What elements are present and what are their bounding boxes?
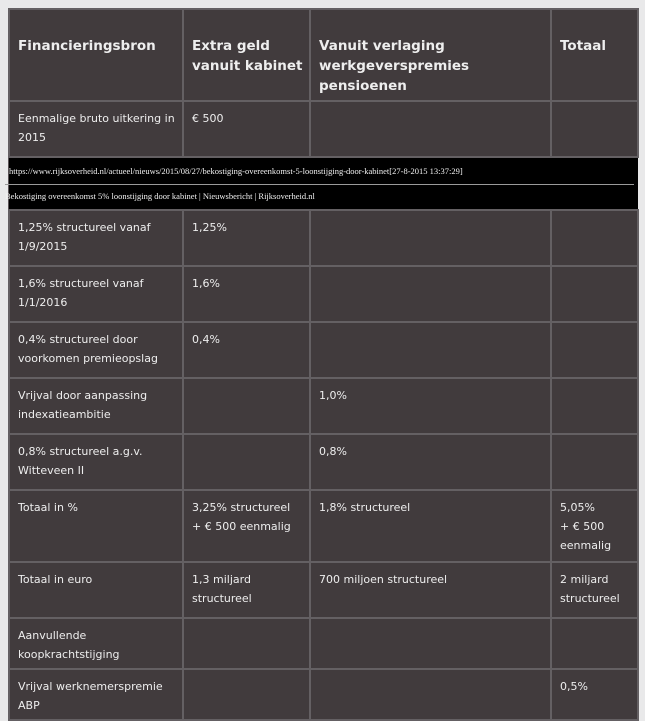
cell-kabinet <box>183 618 310 669</box>
table-row <box>9 101 638 157</box>
cell-kabinet <box>183 434 310 490</box>
header-totaal: Totaal <box>551 9 638 101</box>
header-financieringsbron: Financieringsbron <box>9 9 183 101</box>
cell-totaal: 5,05% + € 500 eenmalig <box>551 490 638 562</box>
cell-pensioen: 1,0% <box>310 378 551 434</box>
table-row <box>9 618 638 669</box>
table-row <box>9 490 638 562</box>
cell-totaal <box>551 322 638 378</box>
cell-kabinet <box>183 669 310 720</box>
table-row <box>9 562 638 618</box>
table-row <box>9 434 638 490</box>
cell-pensioen <box>310 101 551 157</box>
cell-bron: Eenmalige bruto uitkering in 2015 <box>9 101 183 157</box>
document-page <box>5 8 637 712</box>
cell-kabinet: € 500 <box>183 101 310 157</box>
print-title-line: Bekostiging overeenkomst 5% loonstijging door kabinet | Nieuwsbericht | Rijksoverheid.nl <box>5 184 634 209</box>
cell-bron: Aanvullende koopkrachtstijging <box>9 618 183 669</box>
browser-print-overlay <box>9 157 638 210</box>
cell-bron: 0,8% structureel a.g.v. Witteveen II <box>9 434 183 490</box>
cell-totaal <box>551 266 638 322</box>
table-row <box>9 669 638 720</box>
cell-totaal: 0,5% <box>551 669 638 720</box>
cell-totaal <box>551 210 638 266</box>
cell-pensioen: 0,8% <box>310 434 551 490</box>
print-url-line: https://www.rijksoverheid.nl/actueel/nieuws/2015/08/27/bekostiging-overeenkomst-5-loonstijging-door-kabinet[27-8-2015 13:37:29] <box>9 166 463 176</box>
table-row <box>9 210 638 266</box>
table-header-row <box>9 9 638 101</box>
cell-pensioen <box>310 669 551 720</box>
cell-bron: 0,4% structureel door voorkomen premieopslag <box>9 322 183 378</box>
cell-pensioen <box>310 266 551 322</box>
cell-kabinet <box>183 378 310 434</box>
cell-totaal <box>551 378 638 434</box>
cell-bron: Totaal in euro <box>9 562 183 618</box>
cell-pensioen <box>310 322 551 378</box>
cell-pensioen: 1,8% structureel <box>310 490 551 562</box>
table-row <box>9 378 638 434</box>
cell-totaal <box>551 101 638 157</box>
cell-bron: 1,6% structureel vanaf 1/1/2016 <box>9 266 183 322</box>
cell-kabinet: 1,6% <box>183 266 310 322</box>
cell-totaal: 2 miljard structureel <box>551 562 638 618</box>
financing-table <box>5 8 639 721</box>
header-verlaging-premies: Vanuit verlaging werkgeverspremies pensioenen <box>310 9 551 101</box>
cell-kabinet: 1,3 miljard structureel <box>183 562 310 618</box>
cell-kabinet: 0,4% <box>183 322 310 378</box>
cell-kabinet: 3,25% structureel + € 500 eenmalig <box>183 490 310 562</box>
cell-totaal <box>551 434 638 490</box>
cell-bron: Vrijval door aanpassing indexatieambitie <box>9 378 183 434</box>
header-extra-geld: Extra geld vanuit kabinet <box>183 9 310 101</box>
cell-pensioen: 700 miljoen structureel <box>310 562 551 618</box>
cell-bron: Totaal in % <box>9 490 183 562</box>
table-row <box>9 266 638 322</box>
table-row <box>9 322 638 378</box>
cell-pensioen <box>310 618 551 669</box>
cell-bron: Vrijval werknemerspremie ABP <box>9 669 183 720</box>
cell-totaal <box>551 618 638 669</box>
cell-kabinet: 1,25% <box>183 210 310 266</box>
cell-pensioen <box>310 210 551 266</box>
cell-bron: 1,25% structureel vanaf 1/9/2015 <box>9 210 183 266</box>
